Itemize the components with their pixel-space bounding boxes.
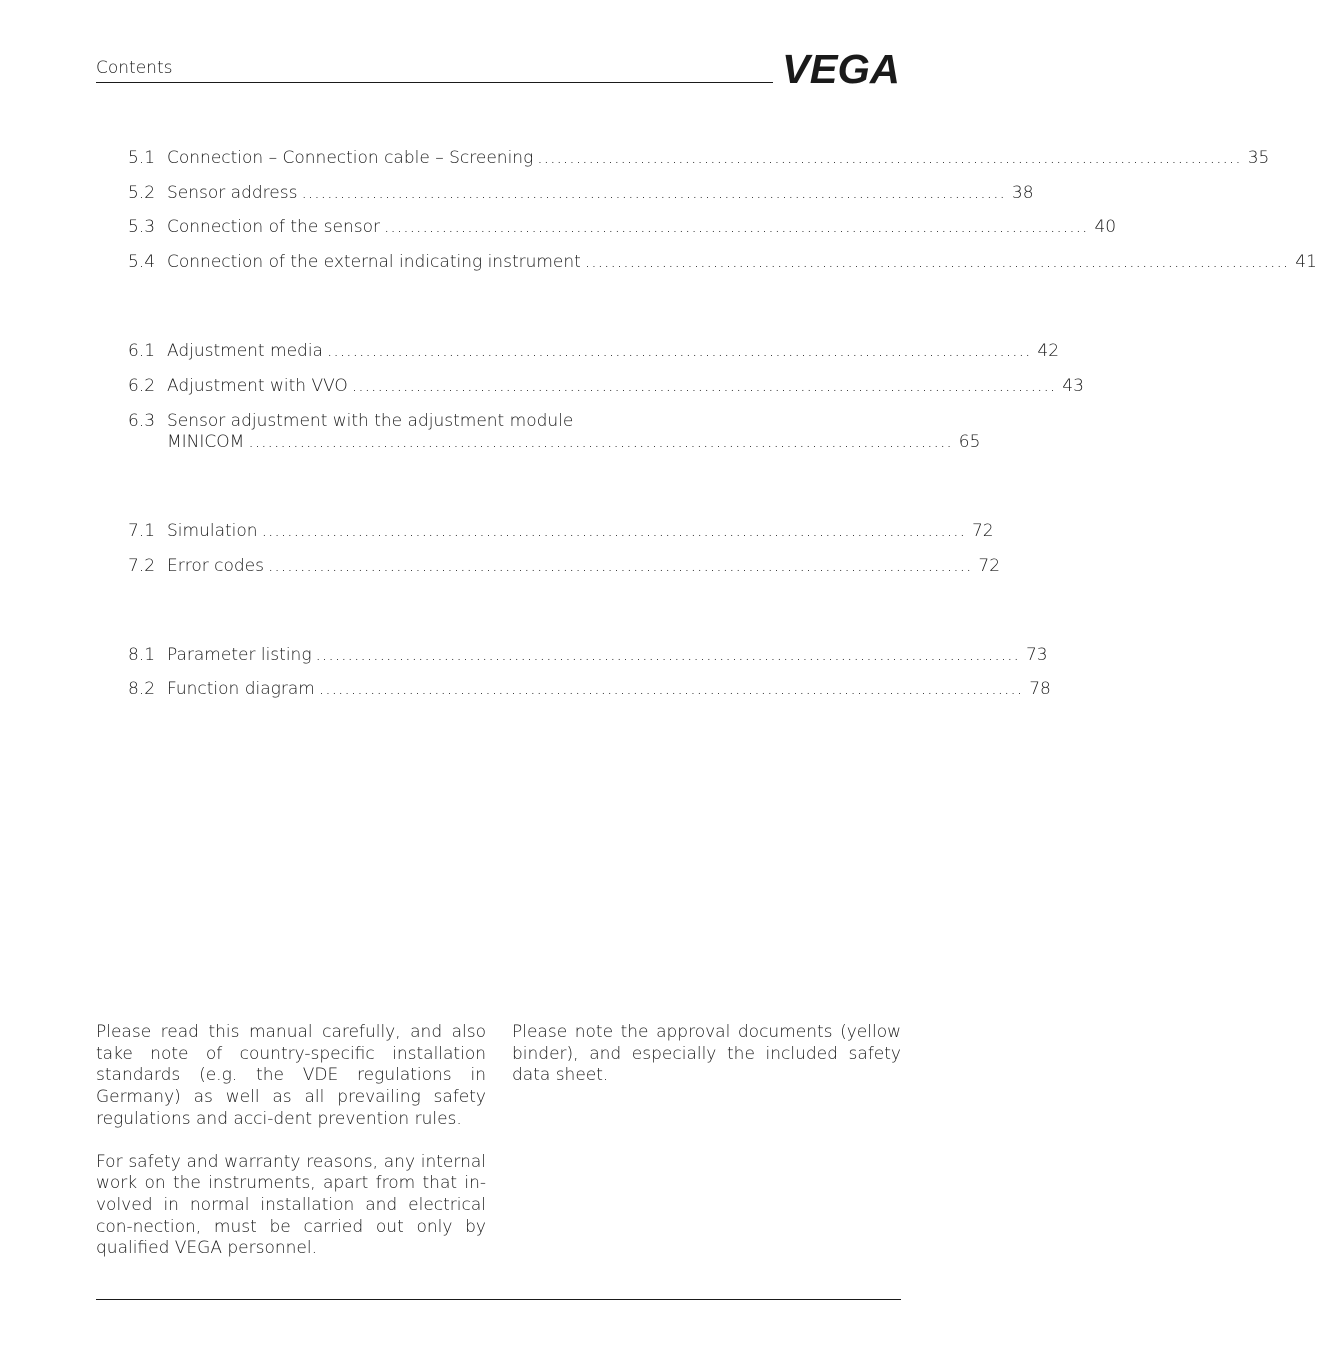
toc-page: 43 <box>1062 376 1084 396</box>
toc-number: 5.2 <box>128 183 156 203</box>
toc-page: 42 <box>1037 341 1060 361</box>
toc-leader: .............................................................................................................. <box>315 645 1020 665</box>
toc-page: 35 <box>1247 148 1270 168</box>
toc-title: Connection – Connection cable – Screening <box>167 148 534 168</box>
toc-leader: .............................................................................................................. <box>301 183 1006 203</box>
toc-leader: .............................................................................................................. <box>268 556 973 576</box>
note-paragraph: Please note the approval documents (yellow binder), and especially the included safety data sheet. <box>512 1022 901 1086</box>
toc-page: 38 <box>1011 183 1034 203</box>
vega-logo <box>782 46 902 92</box>
toc-leader: .............................................................................................................. <box>261 521 966 541</box>
header-rule <box>96 82 773 83</box>
toc-number: 5.1 <box>128 148 156 168</box>
toc-title: Function diagram <box>167 679 315 699</box>
toc-page: 72 <box>971 521 994 541</box>
toc-title-continued: MINICOM <box>167 432 245 452</box>
toc-number: 8.1 <box>128 645 156 665</box>
toc-number: 6.3 <box>128 411 156 431</box>
toc-leader: .............................................................................................................. <box>584 252 1290 272</box>
note-paragraph: Please read this manual carefully, and also take note of country-specific installation standards (e.g. the VDE regulations in Germany) as well as all prevailing safety regulations and acci-dent prevention rules. <box>96 1022 486 1129</box>
toc-title: Simulation <box>167 521 258 541</box>
toc-title: Adjustment with VVO <box>167 376 348 396</box>
toc-number: 7.1 <box>128 521 156 541</box>
toc-title: Connection of the sensor <box>167 217 381 237</box>
toc-entry[interactable] <box>128 410 981 454</box>
toc-page: 72 <box>978 556 1001 576</box>
toc-page: 41 <box>1295 252 1317 272</box>
notes-left-column <box>96 1022 486 1281</box>
toc-page: 40 <box>1094 217 1117 237</box>
toc-leader: .............................................................................................................. <box>384 217 1089 237</box>
toc-page: 78 <box>1029 679 1051 699</box>
toc-leader: .............................................................................................................. <box>318 679 1024 699</box>
toc-leader: .............................................................................................................. <box>326 341 1032 361</box>
toc-number: 5.4 <box>128 252 156 272</box>
toc-number: 6.2 <box>128 376 156 396</box>
toc-number: 6.1 <box>128 341 156 361</box>
header-title: Contents <box>96 58 173 78</box>
toc-title: Error codes <box>167 556 264 576</box>
toc-leader: .............................................................................................................. <box>351 376 1057 396</box>
toc-title: Parameter listing <box>167 645 312 665</box>
footer-rule <box>96 1299 901 1300</box>
toc-page: 65 <box>958 432 981 452</box>
toc-title: Connection of the external indicating instrument <box>167 252 581 272</box>
toc-number: 8.2 <box>128 679 156 699</box>
toc-leader: .............................................................................................................. <box>537 148 1242 168</box>
toc-title: Sensor address <box>167 183 298 203</box>
toc-leader: .............................................................................................................. <box>248 432 953 452</box>
toc-page: 73 <box>1025 645 1048 665</box>
svg-text:VEGA: VEGA <box>782 46 900 92</box>
toc-number: 5.3 <box>128 217 156 237</box>
toc-title: Adjustment media <box>167 341 323 361</box>
toc-title: Sensor adjustment with the adjustment module <box>167 411 574 431</box>
note-paragraph: For safety and warranty reasons, any internal work on the instruments, apart from that in-volved in normal installation and electrical con-nection, must be carried out only by qualified VEGA personnel. <box>96 1151 486 1259</box>
toc-number: 7.2 <box>128 556 156 576</box>
notes-right-column <box>512 1022 901 1108</box>
